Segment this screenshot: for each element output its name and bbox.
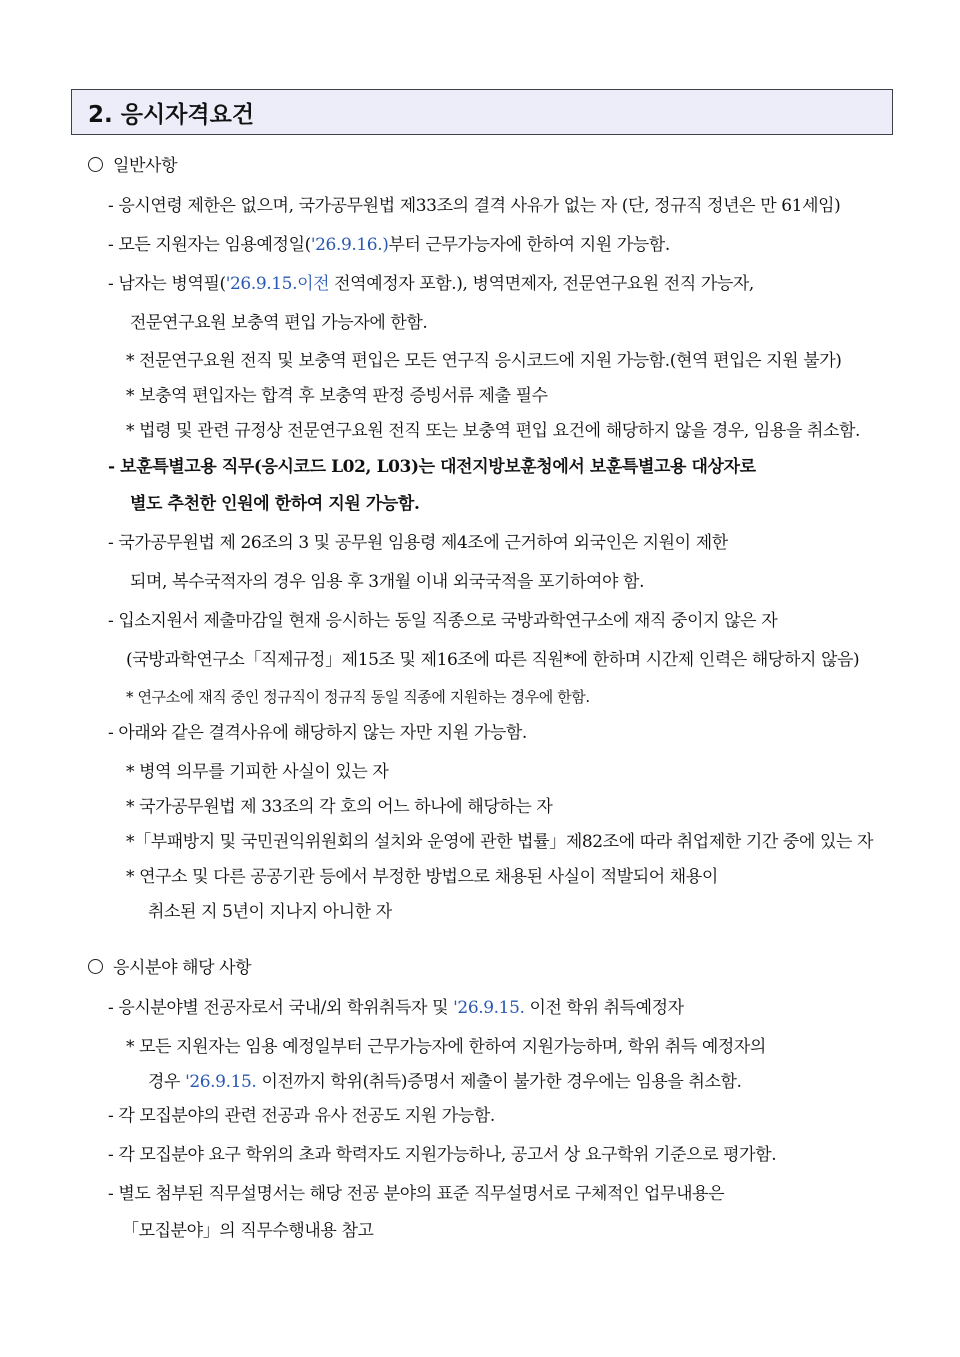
degree-note-date: '26.9.15. <box>185 1072 257 1092</box>
job-description-cont: 「모집분야」의 직무수행내용 참고 <box>122 1221 374 1241</box>
degree-note: * 모든 지원자는 임용 예정일부터 근무가능자에 한하여 지원가능하며, 학위 취득 예정자의 <box>126 1037 766 1057</box>
foreigner-restriction-cont: 되며, 복수국적자의 경우 임용 후 3개월 이내 외국국적을 포기하여야 함. <box>130 572 645 592</box>
job-description: - 별도 첨부된 직무설명서는 해당 전공 분야의 표준 직무설명서로 구체적인 업무내용은 <box>108 1184 725 1204</box>
degree-note-cont: 경우 '26.9.15. 이전까지 학위(취득)증명서 제출이 불가한 경우에는 임용을 취소함. <box>148 1072 742 1092</box>
disqualification-intro: - 아래와 같은 결격사유에 해당하지 않는 자만 지원 가능함. <box>108 723 527 743</box>
current-staff-restriction-cont: (국방과학연구소「직제규정」제15조 및 제16조에 따른 직원*에 한하며 시간제 인력은 해당하지 않음) <box>126 650 860 670</box>
military-note-3: * 법령 및 관련 규정상 전문연구요원 전직 또는 보충역 편입 요건에 해당하지 않을 경우, 임용을 취소함. <box>126 421 861 441</box>
general-heading: 일반사항 <box>88 154 177 178</box>
over-qualification: - 각 모집분야 요구 학위의 초과 학력자도 지원가능하나, 공고서 상 요구학위 기준으로 평가함. <box>108 1145 777 1165</box>
disqualification-4-cont: 취소된 지 5년이 지나지 아니한 자 <box>148 902 392 922</box>
military-requirement-cont: 전문연구요원 보충역 편입 가능자에 한함. <box>130 313 428 333</box>
degree-requirement: - 응시분야별 전공자로서 국내/외 학위취득자 및 '26.9.15. 이전 학위 취득예정자 <box>108 998 684 1018</box>
disqualification-4: * 연구소 및 다른 공공기관 등에서 부정한 방법으로 채용된 사실이 적발되어 채용이 <box>126 867 718 887</box>
military-note-1: * 전문연구요원 전직 및 보충역 편입은 모든 연구직 응시코드에 지원 가능함.(현역 편입은 지원 불가) <box>126 351 842 371</box>
military-note-2: * 보충역 편입자는 합격 후 보충역 판정 증빙서류 제출 필수 <box>126 386 548 406</box>
military-requirement: - 남자는 병역필('26.9.15.이전 전역예정자 포함.), 병역면제자, 전문연구요원 전직 가능자, <box>108 274 754 294</box>
current-staff-restriction: - 입소지원서 제출마감일 현재 응시하는 동일 직종으로 국방과학연구소에 재직 중이지 않은 자 <box>108 611 778 631</box>
disqualification-1: * 병역 의무를 기피한 사실이 있는 자 <box>126 762 389 782</box>
circle-bullet-icon <box>88 959 103 974</box>
current-staff-note: * 연구소에 재직 중인 정규직이 정규직 동일 직종에 지원하는 경우에 한함. <box>126 688 590 706</box>
field-heading: 응시분야 해당 사항 <box>88 956 251 980</box>
start-date-requirement: - 모든 지원자는 임용예정일('26.9.16.)부터 근무가능자에 한하여 지원 가능함. <box>108 235 670 255</box>
foreigner-restriction: - 국가공무원법 제 26조의 3 및 공무원 임용령 제4조에 근거하여 외국인은 지원이 제한 <box>108 533 728 553</box>
disqualification-3: *「부패방지 및 국민권익위원회의 설치와 운영에 관한 법률」제82조에 따라 취업제한 기간 중에 있는 자 <box>126 832 874 852</box>
age-requirement: - 응시연령 제한은 없으며, 국가공무원법 제33조의 결격 사유가 없는 자 (단, 정규직 정년은 만 61세임) <box>108 196 841 216</box>
section-title: 2. 응시자격요건 <box>88 101 255 128</box>
veteran-requirement-cont: 별도 추천한 인원에 한하여 지원 가능함. <box>130 494 420 514</box>
veteran-requirement: - 보훈특별고용 직무(응시코드 L02, L03)는 대전지방보훈청에서 보훈특별고용 대상자로 <box>108 457 756 477</box>
discharge-date: '26.9.15.이전 <box>225 274 330 294</box>
related-major: - 각 모집분야의 관련 전공과 유사 전공도 지원 가능함. <box>108 1106 495 1126</box>
section-header <box>71 89 893 135</box>
circle-bullet-icon <box>88 157 103 172</box>
degree-date: '26.9.15. <box>453 998 525 1018</box>
disqualification-2: * 국가공무원법 제 33조의 각 호의 어느 하나에 해당하는 자 <box>126 797 553 817</box>
start-date: '26.9.16.) <box>310 235 389 255</box>
